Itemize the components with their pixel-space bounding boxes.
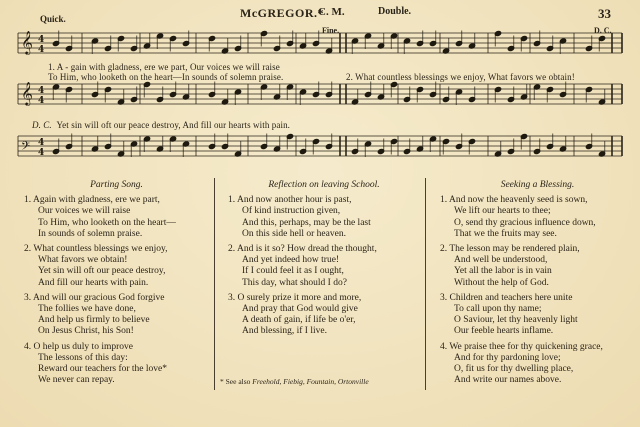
style-label: Double.: [378, 6, 412, 17]
hymn-column-3: [440, 180, 635, 390]
footnote: * See also Freehold, Fiebig, Fountain, Ortonville: [220, 377, 369, 386]
svg-text:4: 4: [38, 96, 45, 106]
verse: 1. And now another hour is past, Of kind instruction given, And this, perhaps, may be the last On this side hell or heaven.: [228, 195, 371, 239]
page-number: 33: [598, 6, 611, 21]
verse: 2. The lesson may be rendered plain, And well be understood, Yet all the labor is in vain Without the help of God.: [440, 244, 580, 288]
svg-text:4: 4: [38, 86, 45, 96]
hymn-title: Parting Song.: [90, 180, 143, 190]
verse: 3. And will our gracious God forgive The follies we have done, And help us firmly to believe On Jesus Christ, his Son!: [24, 292, 165, 337]
hymn-column-2: [228, 180, 420, 342]
verse: 4. We praise thee for thy quickening grace, And for thy pardoning love; O, fit us for thy dwelling place, And write our names above.: [440, 341, 603, 386]
column-divider-2: [425, 178, 426, 390]
svg-text:4: 4: [38, 148, 45, 158]
tempo-marking: Quick.: [40, 14, 66, 24]
lyric-line-3: 2. What countless blessings we enjoy, What favors we obtain!: [346, 72, 575, 82]
verse: 2. What countless blessings we enjoy, What favors we obtain! Yet sin will oft our peace destroy, And fill our hearts with pain.: [24, 244, 168, 288]
verse: 3. O surely prize it more and more, And pray that God would give A death of gain, if life be o'er, And blessing, if I live.: [228, 292, 362, 337]
verse: 3. Children and teachers here unite To call upon thy name; O Saviour, let thy heavenly light Our feeble hearts inflame.: [440, 292, 578, 337]
verse: 1. Again with gladness, ere we part, Our voices we will raise To Him, who looketh on the heart— In sounds of solemn praise.: [24, 195, 176, 239]
hymn-title: Seeking a Blessing.: [500, 180, 575, 190]
svg-text:4: 4: [38, 45, 45, 55]
column-divider-1: [214, 178, 215, 390]
verse: 2. And is it so? How dread the thought, And yet indeed how true! If I could feel it as I ought, This day, what should I do?: [228, 244, 377, 288]
tune-title: McGREGOR.*: [240, 6, 324, 20]
svg-text:4: 4: [38, 35, 45, 45]
dc-mark-bottom: D. C.: [32, 120, 52, 130]
meter-label: C. M.: [318, 6, 345, 18]
verse: 4. O help us duly to improve The lessons of this day: Reward our teachers for the love* We never can repay.: [24, 341, 167, 386]
hymn-column-1: [24, 180, 209, 390]
lyric-line-4: D. C. Yet sin will oft our peace destroy, And fill our hearts with pain.: [32, 120, 291, 130]
svg-text:𝄢: 𝄢: [21, 140, 31, 156]
svg-text:4: 4: [38, 138, 45, 148]
svg-text:𝄞: 𝄞: [21, 30, 33, 54]
music-score: [0, 0, 640, 170]
verse: 1. And now the heavenly seed is sown, We lift our hearts to thee; O, send thy gracious influence down, That we the fruits may see.: [440, 195, 596, 239]
lyric-line-2: To Him, who looketh on the heart—In sounds of solemn praise.: [48, 72, 284, 82]
dc-mark-top: D. C.: [594, 26, 612, 35]
svg-text:𝄞: 𝄞: [21, 81, 33, 105]
lyric-line-1: 1. A - gain with gladness, ere we part, Our voices we will raise: [48, 62, 280, 72]
hymn-title: Reflection on leaving School.: [268, 180, 380, 190]
fine-mark: Fine.: [322, 26, 340, 35]
